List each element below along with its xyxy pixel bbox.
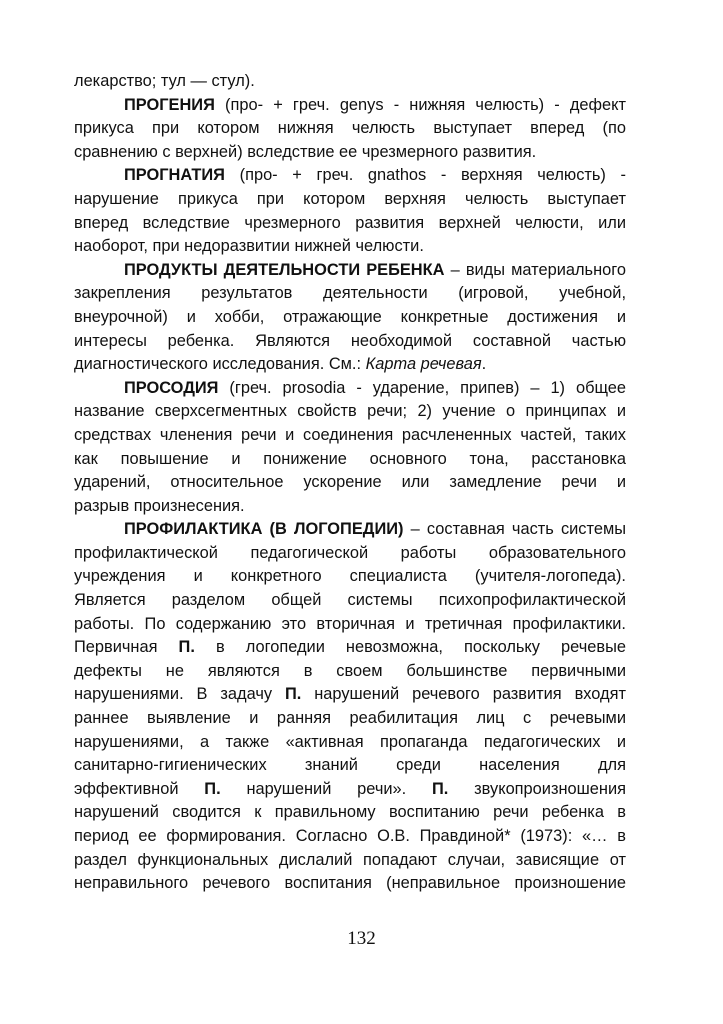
text-run: внеурочной) и хобби, отражающие конкретные достижения и [74,307,626,326]
text-run: разрыв произнесения. [74,496,245,515]
text-run: – составная часть системы [403,520,626,539]
text-line [74,495,626,519]
text-run: нарушений речевого развития входят [301,685,626,704]
text-line [74,353,626,377]
term-bold: ПРОГЕНИЯ [124,95,215,114]
text-line [74,565,626,589]
text-run: звукопроизношения [448,779,626,798]
text-line [74,117,626,141]
text-line [74,330,626,354]
text-run: санитарно-гигиенических знаний среди населения для [74,756,626,775]
text-line [74,778,626,802]
term-bold: П. [204,779,221,798]
text-line [74,825,626,849]
text-line [74,212,626,236]
text-line [74,613,626,637]
term-bold: ПРОСОДИЯ [124,378,219,397]
text-run: нарушение прикуса при котором верхняя челюсть выступает [74,189,626,208]
text-run: – виды материального [444,260,626,279]
term-bold: ПРОФИЛАКТИКА (В ЛОГОПЕДИИ) [124,520,404,539]
document-body [74,70,626,896]
term-entry-profilaktika [74,518,626,542]
term-bold: ПРОДУКТЫ ДЕЯТЕЛЬНОСТИ РЕБЕНКА [124,260,445,279]
text-run: (про- + греч. genys - нижняя челюсть) - дефект [214,95,626,114]
page-number: 132 [347,928,376,949]
text-line [74,872,626,896]
text-run: . [481,355,487,374]
term-bold: П. [432,779,449,798]
text-line [74,754,626,778]
text-run: раннее выявление и ранняя реабилитация лиц с речевыми [74,709,626,728]
text-run: работы. По содержанию это вторичная и третичная профилактики. [74,614,626,633]
text-line [74,636,626,660]
text-line [74,542,626,566]
term-entry-prognatiya [74,164,626,188]
text-line [74,471,626,495]
text-line [74,141,626,165]
text-run: нарушений сводится к правильному воспитанию речи ребенка в [74,803,626,822]
text-run: дефекты не являются в своем большинстве первичными [74,661,626,680]
text-run: в логопедии невозможна, поскольку речевые [194,638,626,657]
text-run: (греч. prosodia - ударение, припев) – 1) общее [218,378,626,397]
term-entry-produkty-deyatelnosti [74,259,626,283]
text-run: ударений, относительное ускорение или замедление речи и [74,473,626,492]
text-line [74,188,626,212]
text-line [74,306,626,330]
text-line [74,731,626,755]
text-run: раздел функциональных дислалий попадают случаи, зависящие от [74,850,626,869]
text-line [74,660,626,684]
text-line [74,849,626,873]
term-bold: ПРОГНАТИЯ [124,166,225,185]
text-run: наоборот, при недоразвитии нижней челюсти. [74,237,424,256]
text-line [74,282,626,306]
text-run: неправильного речевого воспитания (неправильное произношение [74,874,626,893]
text-run: как повышение и понижение основного тона, расстановка [74,449,626,468]
text-run: (про- + греч. gnathos - верхняя челюсть) - [224,166,626,185]
term-entry-prosodiya [74,377,626,401]
text-run: прикуса при котором нижняя челюсть выступает вперед (по [74,119,626,138]
text-run: диагностического исследования. См.: [74,355,366,374]
text-run: вперед вследствие чрезмерного развития верхней челюсти, или [74,213,626,232]
term-entry-progeniya [74,94,626,118]
text-line [74,589,626,613]
text-run: профилактической педагогической работы образовательного [74,543,626,562]
reference-italic: Карта речевая [365,355,482,374]
text-run: сравнению с верхней) вследствие ее чрезмерного развития. [74,142,537,161]
text-run: закрепления результатов деятельности (игровой, учебной, [74,284,626,303]
text-run: название сверхсегментных свойств речи; 2) учение о принципах и [74,402,626,421]
text-line [74,70,626,94]
term-bold: П. [284,685,302,704]
text-line [74,683,626,707]
text-run: нарушениями, а также «активная пропаганда педагогических и [74,732,626,751]
term-bold: П. [178,638,195,657]
text-run: Является разделом общей системы психопрофилактической [74,591,626,610]
text-line [74,424,626,448]
text-run: Первичная [74,638,179,657]
text-run: средствах членения речи и соединения расчлененных частей, таких [74,425,626,444]
text-run: интересы ребенка. Являются необходимой составной частью [74,331,626,350]
text-run: нарушений речи». [220,779,433,798]
text-run: нарушениями. В задачу [74,685,285,704]
text-run: период ее формирования. Согласно О.В. Правдиной* (1973): «… в [74,827,626,845]
text-line [74,448,626,472]
text-run: лекарство; тул — стул). [74,72,255,90]
text-line [74,707,626,731]
text-line [74,801,626,825]
text-run: учреждения и конкретного специалиста (учителя-логопеда). [74,567,626,586]
text-line [74,235,626,259]
text-run: эффективной [74,779,205,798]
text-line [74,400,626,424]
